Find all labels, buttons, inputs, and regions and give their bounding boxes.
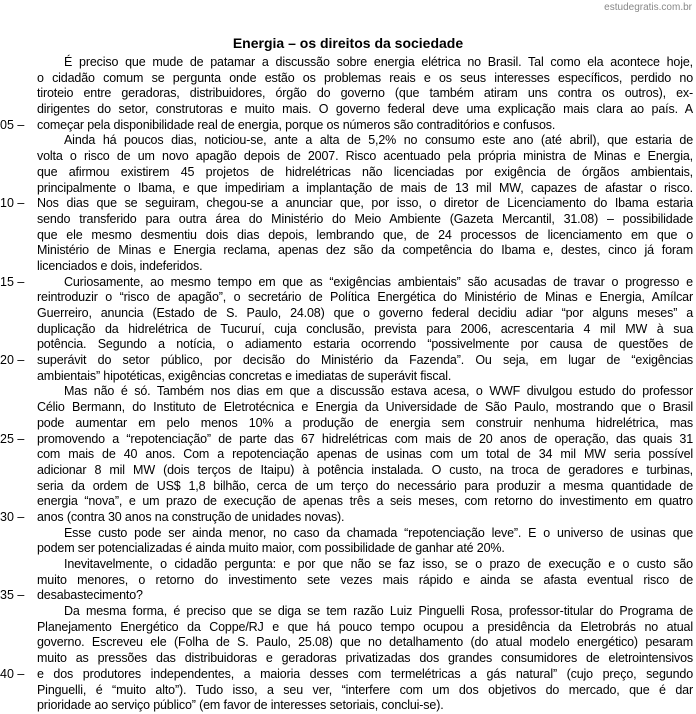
text-line: reintroduzir o “risco de apagão”, o secretário de Política Energética do Ministério de Minas e Energia, Amílcar	[37, 290, 693, 305]
text-line: desabastecimento?	[37, 588, 143, 603]
text-line: seria da ordem de US$ 1,8 bilhão, cerca de um terço do necessário para produzir a mesma quantidade de	[37, 478, 693, 493]
line-number: 30 –	[0, 509, 25, 524]
line-number-spacer	[0, 149, 36, 165]
line-number-spacer	[0, 635, 36, 651]
line-number-spacer	[0, 133, 36, 149]
line-number-spacer	[0, 181, 36, 197]
line-number: 40 –	[0, 666, 25, 681]
text-line: muito as pressões das distribuidoras e geradoras privatizadas dos grandes consumidores de eletrointensivos	[37, 651, 693, 666]
text-line: sendo transferido para outra área do Ministério do Meio Ambiente (Gazeta Mercantil, 31.08) – possibilidade	[37, 211, 693, 226]
text-line: superávit do setor público, por decisão do Ministério da Fazenda”. Ou seja, em lugar de “exigências	[37, 353, 693, 368]
line-number-spacer	[0, 604, 36, 620]
line-number-spacer	[0, 494, 36, 510]
document-title: Energia – os direitos da sociedade	[232, 35, 464, 51]
line-number-spacer	[0, 243, 36, 259]
text-line: que ele mesmo desmentiu dois dias depois, lembrando que, de 24 processos de licenciamento em que o	[37, 227, 693, 242]
text-line: ambientais” hipotéticas, exigências concretas e imediatas de superávit fiscal.	[37, 368, 452, 383]
text-line: energia “nova”, e um prazo de execução de apenas três a seis meses, com retorno do investimento em quatro	[37, 494, 693, 509]
text-line: volta o risco de um novo apagão depois de 2007. Risco acentuado pela própria ministra de Minas e Energia,	[37, 149, 693, 164]
text-line: com mais de 40 anos. Com a repotenciação apenas de usinas com um total de 34 mil MW seria possível	[37, 447, 693, 462]
line-number-column	[0, 55, 36, 714]
text-line: duplicação da hidrelétrica de Tucuruí, cuja conclusão, prevista para 2006, acrescentaria 4 mil MW à sua	[37, 321, 693, 336]
line-number-spacer	[0, 557, 36, 573]
line-number-spacer	[0, 212, 36, 228]
text-line: licenciados e dois, indeferidos.	[37, 258, 203, 273]
text-line: Esse custo pode ser ainda menor, no caso da chamada “repotenciação leve”. E o universo de usinas que	[64, 525, 693, 540]
text-line: Ainda há poucos dias, noticiou-se, ante a alta de 5,2% no consumo este ano (até abril), que estaria de	[64, 133, 693, 148]
article-body	[37, 55, 693, 714]
line-number: 20 –	[0, 353, 25, 368]
line-number-spacer	[0, 71, 36, 87]
line-number-spacer	[0, 306, 36, 322]
text-line: e dos produtores independentes, a maioria desses com termelétricas a gás natural” (cujo preço, segundo	[37, 666, 693, 681]
line-number-spacer	[0, 620, 36, 636]
text-line: que afirmou existirem 45 projetos de hidrelétricas não licenciadas por exigência de órgãos ambientais,	[37, 164, 693, 179]
text-line: Mas não é só. Também nos dias em que a discussão estava acesa, o WWF divulgou estudo do professor	[64, 384, 693, 399]
line-number-spacer	[0, 322, 36, 338]
line-number-spacer	[0, 228, 36, 244]
line-number-spacer	[0, 369, 36, 385]
line-number-spacer	[0, 573, 36, 589]
line-number-spacer	[0, 541, 36, 557]
line-number: 05 –	[0, 117, 25, 132]
text-line: começar pela disponibilidade real de energia, porque os números são contraditórios e confusos.	[37, 117, 556, 132]
line-number-spacer	[0, 259, 36, 275]
text-line: Planejamento Energético da Coppe/RJ e que há pouco tempo ocupou a presidência da Eletrobrás no atual	[37, 619, 693, 634]
line-number-spacer	[0, 165, 36, 181]
site-watermark: estudegratis.com.br	[604, 2, 692, 13]
text-line: promovendo a “repotenciação” de parte das 67 hidrelétricas com mais de 20 anos de operação, das quais 31	[37, 431, 693, 446]
line-number-spacer	[0, 416, 36, 432]
line-number-spacer	[0, 55, 36, 71]
text-line: prioridade ao serviço público” (em favor de interesses setoriais, conclui-se).	[37, 698, 444, 713]
line-number-spacer	[0, 447, 36, 463]
text-line: potência. Segundo a notícia, o adiamento estaria ocorrendo “possivelmente por causa de questões de	[37, 337, 693, 352]
line-number: 15 –	[0, 274, 25, 289]
text-line: governo. Escreveu ele (Folha de S. Paulo, 25.08) que no detalhamento (do atual modelo energético) pesaram	[37, 635, 693, 650]
line-number-spacer	[0, 526, 36, 542]
text-line: tiroteio entre geradoras, distribuidores, órgão do governo (que também atiram uns contra os outros), ex-	[37, 86, 693, 101]
text-line: o cidadão comum se pergunta onde estão os problemas reais e os seus interesses específicos, perdido no	[37, 70, 693, 85]
text-line: Pinguelli, é “muito alto”). Tudo isso, a seu ver, “interfere com um dos objetivos do mercado, que é dar	[37, 682, 693, 697]
text-line: Guerreiro, anuncia (Estado de S. Paulo, 24.08) que o governo federal decidiu adiar “por alguns meses” a	[37, 306, 693, 320]
line-number-spacer	[0, 384, 36, 400]
line-number-spacer	[0, 290, 36, 306]
line-number-spacer	[0, 651, 36, 667]
line-number: 10 –	[0, 196, 25, 211]
text-line: anos (contra 30 anos na construção de unidades novas).	[37, 509, 345, 524]
text-line: Curiosamente, ao mesmo tempo em que as “exigências ambientais” são acusadas de travar o progresso e	[64, 274, 693, 289]
line-number-spacer	[0, 102, 36, 118]
text-line: É preciso que mude de patamar a discussão sobre energia elétrica no Brasil. Tal como ela acontece hoje,	[64, 55, 693, 69]
text-line: principalmente o Ibama, e que impediriam a implantação de mais de 13 mil MW, capazes de afastar o risco.	[37, 180, 693, 195]
line-number-spacer	[0, 683, 36, 699]
text-line: Nos dias que se seguiram, chegou-se a anunciar que, por isso, o diretor de Licenciamento do Ibama estaria	[37, 196, 693, 211]
line-number: 25 –	[0, 431, 25, 446]
text-line: Célio Bermann, do Instituto de Eletrotécnica e Energia da Universidade de São Paulo, mostrando que o Brasil	[37, 400, 693, 415]
line-number-spacer	[0, 698, 36, 714]
text-line: podem ser potencializadas é ainda muito maior, com possibilidade de ganhar até 20%.	[37, 541, 505, 556]
line-number-spacer	[0, 86, 36, 102]
line-number-spacer	[0, 479, 36, 495]
text-line: Ministério de Minas e Energia reclama, apenas dez são da competência do Ibama e, destes, cinco já foram	[37, 243, 693, 258]
text-line: Da mesma forma, é preciso que se diga se tem razão Luiz Pinguelli Rosa, professor-titular do Programa de	[64, 604, 693, 619]
line-number-spacer	[0, 337, 36, 353]
line-number-spacer	[0, 400, 36, 416]
text-line: muito menores, o retorno do investimento sete vezes mais rápido e ainda se afasta eventual risco de	[37, 572, 693, 587]
line-number-spacer	[0, 463, 36, 479]
text-line: dirigentes do setor, construtoras e muito mais. O governo federal deve uma explicação mais clara ao país. A	[37, 102, 693, 117]
text-line: adicionar 8 mil MW (dois terços de Itaipu) à potência instalada. O custo, na troca de geradores e turbinas,	[37, 462, 693, 477]
text-line: pode aumentar em pelo menos 10% a produção de energia sem construir nenhuma hidrelétrica, mas	[37, 415, 693, 430]
line-number: 35 –	[0, 588, 25, 603]
text-line: Inevitavelmente, o cidadão pergunta: e por que não se faz isso, se o prazo de execução e o custo são	[64, 557, 693, 571]
